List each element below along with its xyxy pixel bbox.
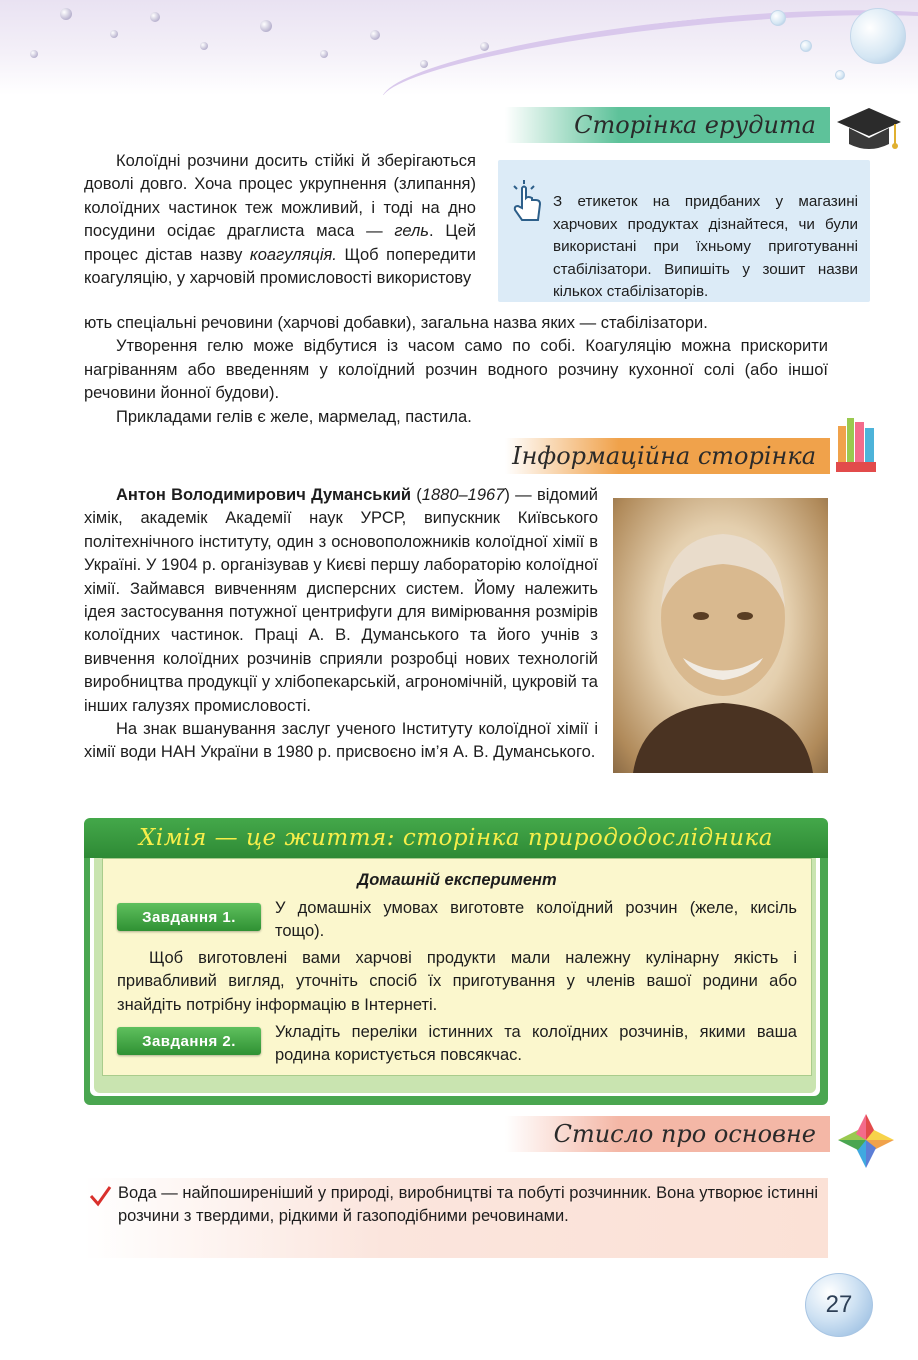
- biography-body: відомий хімік, академік Академії наук УРСР, випускник Київського політехнічного інституту, один з основоположників колоїдної хімії в Україні. У 1904 р. організував у Києві першу лабораторію колоїдної хімії. Займався вивченням дисперсних систем. Йому належить ідея застосування потужної центрифуги для вимірювання розмірів колоїдних частинок. Праці А. В. Думанського та його учнів з вивчення колоїдних розчинів сприяли розробці нових технологій виробництва продукції у хлібопекарській, агрономічній, цукровій та інших галузях промисловості.: [84, 486, 598, 715]
- graduation-cap-icon: [833, 100, 903, 160]
- summary-box: [84, 1178, 828, 1258]
- colloid-p1-end: ють спеціальні речовини (харчові добавки), загальна назва яких — стабілізатори.: [84, 314, 708, 332]
- task-1-text: У домашніх умовах виготовте колоїдний розчин (желе, кисіль тощо).: [275, 899, 797, 941]
- experiment-panel-title: Хімія — це життя: сторінка природодослідника: [138, 825, 773, 851]
- books-icon: [834, 412, 878, 474]
- colloid-paragraph-intro: [84, 150, 476, 312]
- info-banner: [505, 438, 830, 474]
- biography-paragraph: Антон Володимирович Думанський (1880–1967) — відомий хімік, академік Академії наук УРСР, випускник Київського політехнічного інституту, один з основоположників колоїдної хімії в Україні. У 1904 р. організував у Києві першу лабораторію колоїдної хімії. Займався вивченням дисперсних систем. Йому належить ідея застосування потужної центрифуги для вимірювання розмірів колоїдних частинок. Праці А. В. Думанського та його учнів з вивчення колоїдних розчинів сприяли розробці нових технологій виробництва продукції у хлібопекарській, агрономічній, цукровій та інших галузях промисловості.: [84, 486, 598, 715]
- page-number: 27: [805, 1273, 873, 1337]
- checkmark-icon: [88, 1184, 112, 1208]
- task-2-label: Завдання 2.: [117, 1027, 261, 1055]
- experiment-panel: [84, 818, 828, 1095]
- info-title: Інформаційна сторінка: [512, 442, 816, 470]
- colloid-p1-start: Колоїдні розчини досить стійкі й зберігаються доволі довго. Хоча процес укрупнення (злипання) колоїдних частинок теж можливий, і тоді на дно посудини осідає драглиста маса — гель. Цей процес дістав назву коагуляція. Щоб попередити коагуляцію, у харчовій промисловості використову: [84, 152, 476, 288]
- erudite-banner: [505, 107, 830, 143]
- gel-term: гель: [394, 222, 429, 241]
- coagulation-term: коагуляція.: [249, 245, 337, 264]
- task-1-label: Завдання 1.: [117, 903, 261, 931]
- erudite-title: Сторінка ерудита: [574, 111, 816, 139]
- pointing-hand-icon: [510, 178, 546, 226]
- honor-paragraph: На знак вшанування заслуг ученого Інституту колоїдної хімії і хімії води НАН України в 1980 р. присвоєно ім’я А. В. Думанського.: [84, 720, 598, 762]
- colorful-star-icon: [836, 1112, 896, 1170]
- summary-text: Вода — найпоширеніший у природі, виробництві та побуті розчинник. Вона утворює істинні розчини з твердими, рідкими й газоподібними речовинами.: [118, 1184, 818, 1226]
- experiment-panel-body: [102, 858, 812, 1076]
- task-2-text: Укладіть переліки істинних та колоїдних розчинів, якими ваша родина користується повсякчас.: [275, 1023, 797, 1065]
- summary-banner: [505, 1116, 830, 1152]
- task-1-details: Щоб виготовлені вами харчові продукти мали належну кулінарну якість і привабливий вигляд, уточніть спосіб їх приготування у членів вашої родини або знайдіть потрібну інформацію в Інтернеті.: [117, 949, 797, 1014]
- scientist-name: Антон Володимирович Думанський: [116, 486, 411, 504]
- erudite-tip-text: З етикеток на придбаних у магазині харчових продуктах дізнайтеся, чи були використані при їхньому приготуванні стабілізатори. Випишіть у зошит назви кількох стабілізаторів.: [553, 193, 858, 301]
- colloid-p2: Утворення гелю може відбутися із часом само по собі. Коагуляцію можна прискорити нагріванням або введенням у колоїдний розчин водного розчину кухонної солі (або іншої речовини йонної будови).: [84, 337, 828, 403]
- summary-title: Стисло про основне: [553, 1120, 816, 1148]
- colloid-p3: Прикладами гелів є желе, мармелад, пастила.: [116, 407, 472, 426]
- experiment-subtitle: Домашній експеримент: [357, 871, 557, 889]
- header-decoration: [0, 0, 918, 95]
- scientist-years: 1880–1967: [421, 486, 505, 504]
- scientist-portrait: [613, 498, 828, 773]
- experiment-panel-header: [84, 818, 828, 858]
- colloid-text-continued: [84, 312, 828, 429]
- erudite-tip-box: [498, 160, 870, 302]
- biography-text: [84, 484, 598, 765]
